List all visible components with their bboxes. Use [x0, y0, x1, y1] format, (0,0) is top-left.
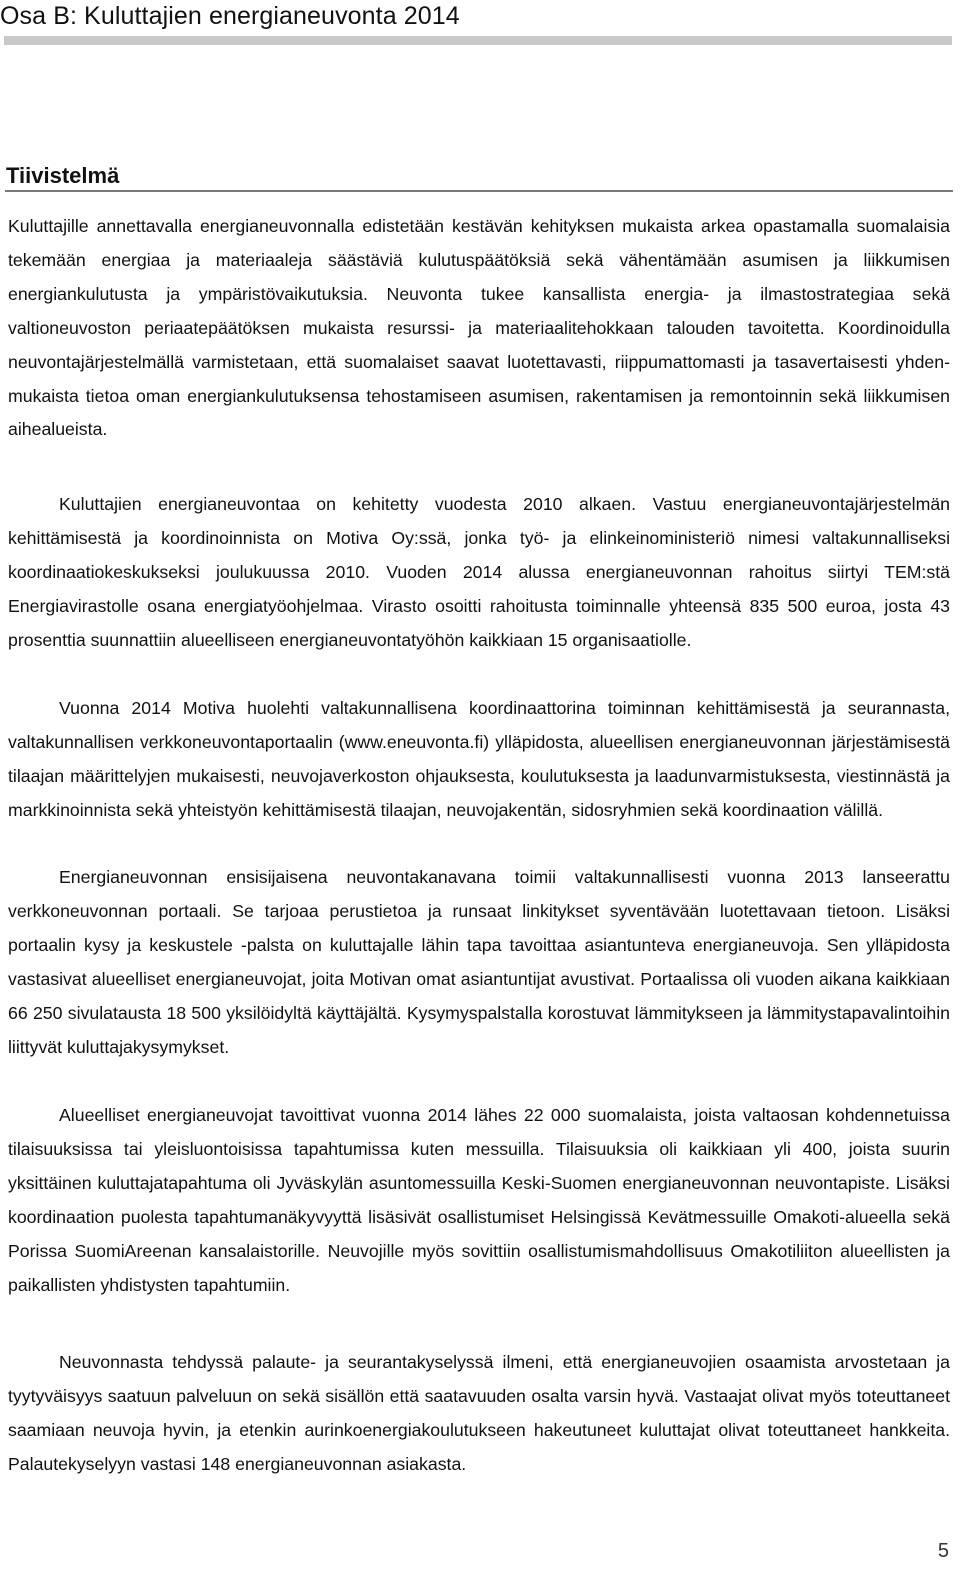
paragraph-development: Kuluttajien energianeuvontaa on kehitetty vuodesta 2010 alkaen. Vastuu energianeuvontajärjestelmän kehittämisestä ja koordinoinnista on Motiva Oy:ssä, jonka työ- ja elinkeinoministeriö nimesi valtakunnalliseksi koordinaatiokeskukseksi joulukuussa 2010. Vuoden 2014 alussa energianeuvonnan rahoitus siirtyi TEM:stä Energiavirastolle osana energiatyöohjelmaa. Virasto osoitti rahoitusta toiminnalle yhteensä 835 500 euroa, josta 43 prosenttia suunnattiin alueelliseen energianeuvontatyöhön kaikkiaan 15 organisaatiolle.	[8, 494, 950, 650]
section-divider	[5, 190, 953, 192]
part-title: Osa B: Kuluttajien energianeuvonta 2014	[0, 2, 460, 30]
section-title: Tiivistelmä	[6, 163, 120, 188]
paragraph-regional-advisors: Alueelliset energianeuvojat tavoittivat vuonna 2014 lähes 22 000 suomalaista, joista valtaosan kohdennetuissa tilaisuuksissa tai yleisluontoisissa tapahtumissa kuten messuilla. Tilaisuuksia oli kaikkiaan yli 400, joista suurin yksittäinen kuluttajatapahtuma oli Jyväskylän asuntomessuilla Keski-Suomen energianeuvonnan neuvontapiste. Lisäksi koordinaation puolesta tapahtumanäkyvyyttä lisäsivät osallistumiset Helsingissä Kevätmessuille Omakoti-alueella sekä Porissa SuomiAreenan kansalaistorille. Neuvojille myös sovittiin osallistumismahdollisuus Omakotiliiton alueellisten ja paikallisten yhdistysten tapahtumiin.	[8, 1105, 950, 1295]
paragraph-feedback-survey: Neuvonnasta tehdyssä palaute- ja seurantakyselyssä ilmeni, että energianeuvojien osaamista arvostetaan ja tyytyväisyys saatuun palveluun on sekä sisällön että saatavuuden osalta varsin hyvä. Vastaajat olivat myös toteuttaneet saamiaan neuvoja hyvin, ja etenkin aurinkoenergiakoulutukseen hakeutuneet kuluttajat olivat toteuttaneet hankkeita. Palautekyselyyn vastasi 148 energianeuvonnan asiakasta.	[8, 1352, 950, 1474]
paragraph-motiva-role: Vuonna 2014 Motiva huolehti valtakunnallisena koordinaattorina toiminnan kehittämisestä ja seurannasta, valtakunnallisen verkkoneuvontaportaalin (www.eneuvonta.fi) ylläpidosta, alueellisen energianeuvonnan järjestämisestä tilaajan määrittelyjen mukaisesti, neuvojaverkoston ohjauksesta, koulutuksesta ja laadunvarmistuksesta, viestinnästä ja markkinoinnista sekä yhteistyön kehittämisestä tilaajan, neuvojakentän, sidosryhmien sekä koordinaation välillä.	[8, 698, 950, 820]
page-number: 5	[937, 1540, 949, 1562]
title-underline-bar	[4, 36, 952, 45]
paragraph-portal: Energianeuvonnan ensisijaisena neuvontakanavana toimii valtakunnallisesti vuonna 2013 lanseerattu verkkoneuvonnan portaali. Se tarjoaa perustietoa ja runsaat linkitykset syventävään luotettavaan tietoon. Lisäksi portaalin kysy ja keskustele -palsta on kuluttajalle lähin tapa tavoittaa asiantunteva energianeuvoja. Sen ylläpidosta vastasivat alueelliset energianeuvojat, joita Motivan omat asiantuntijat avustivat. Portaalissa oli vuoden aikana kaikkiaan 66 250 sivulatausta 18 500 yksilöidyltä käyttäjältä. Kysymyspalstalla korostuvat lämmitykseen ja lämmitystapavalintoihin liittyvät kuluttajakysymykset.	[8, 867, 950, 1057]
paragraph-intro: Kuluttajille annettavalla energianeuvonnalla edistetään kestävän kehityksen mukaista arkea opastamalla suomalaisia tekemään energiaa ja materiaaleja säästäviä kulutuspäätöksiä sekä vähentämään asumisen ja liikkumisen energiankulutusta ja ympäristövaikutuksia. Neuvonta tukee kansallista energia- ja ilmastostrategiaa sekä valtioneuvoston periaatepäätöksen mukaista resurssi- ja materiaalitehokkaan talouden tavoitetta. Koordinoidulla neuvontajärjestelmällä varmistetaan, että suomalaiset saavat luotettavasti, riippumattomasti ja tasavertaisesti yhdenmukaista tietoa oman energiankulutuksensa tehostamiseen asumisen, rakentamisen ja remontoinnin sekä liikkumisen aihealueista.	[8, 216, 950, 440]
